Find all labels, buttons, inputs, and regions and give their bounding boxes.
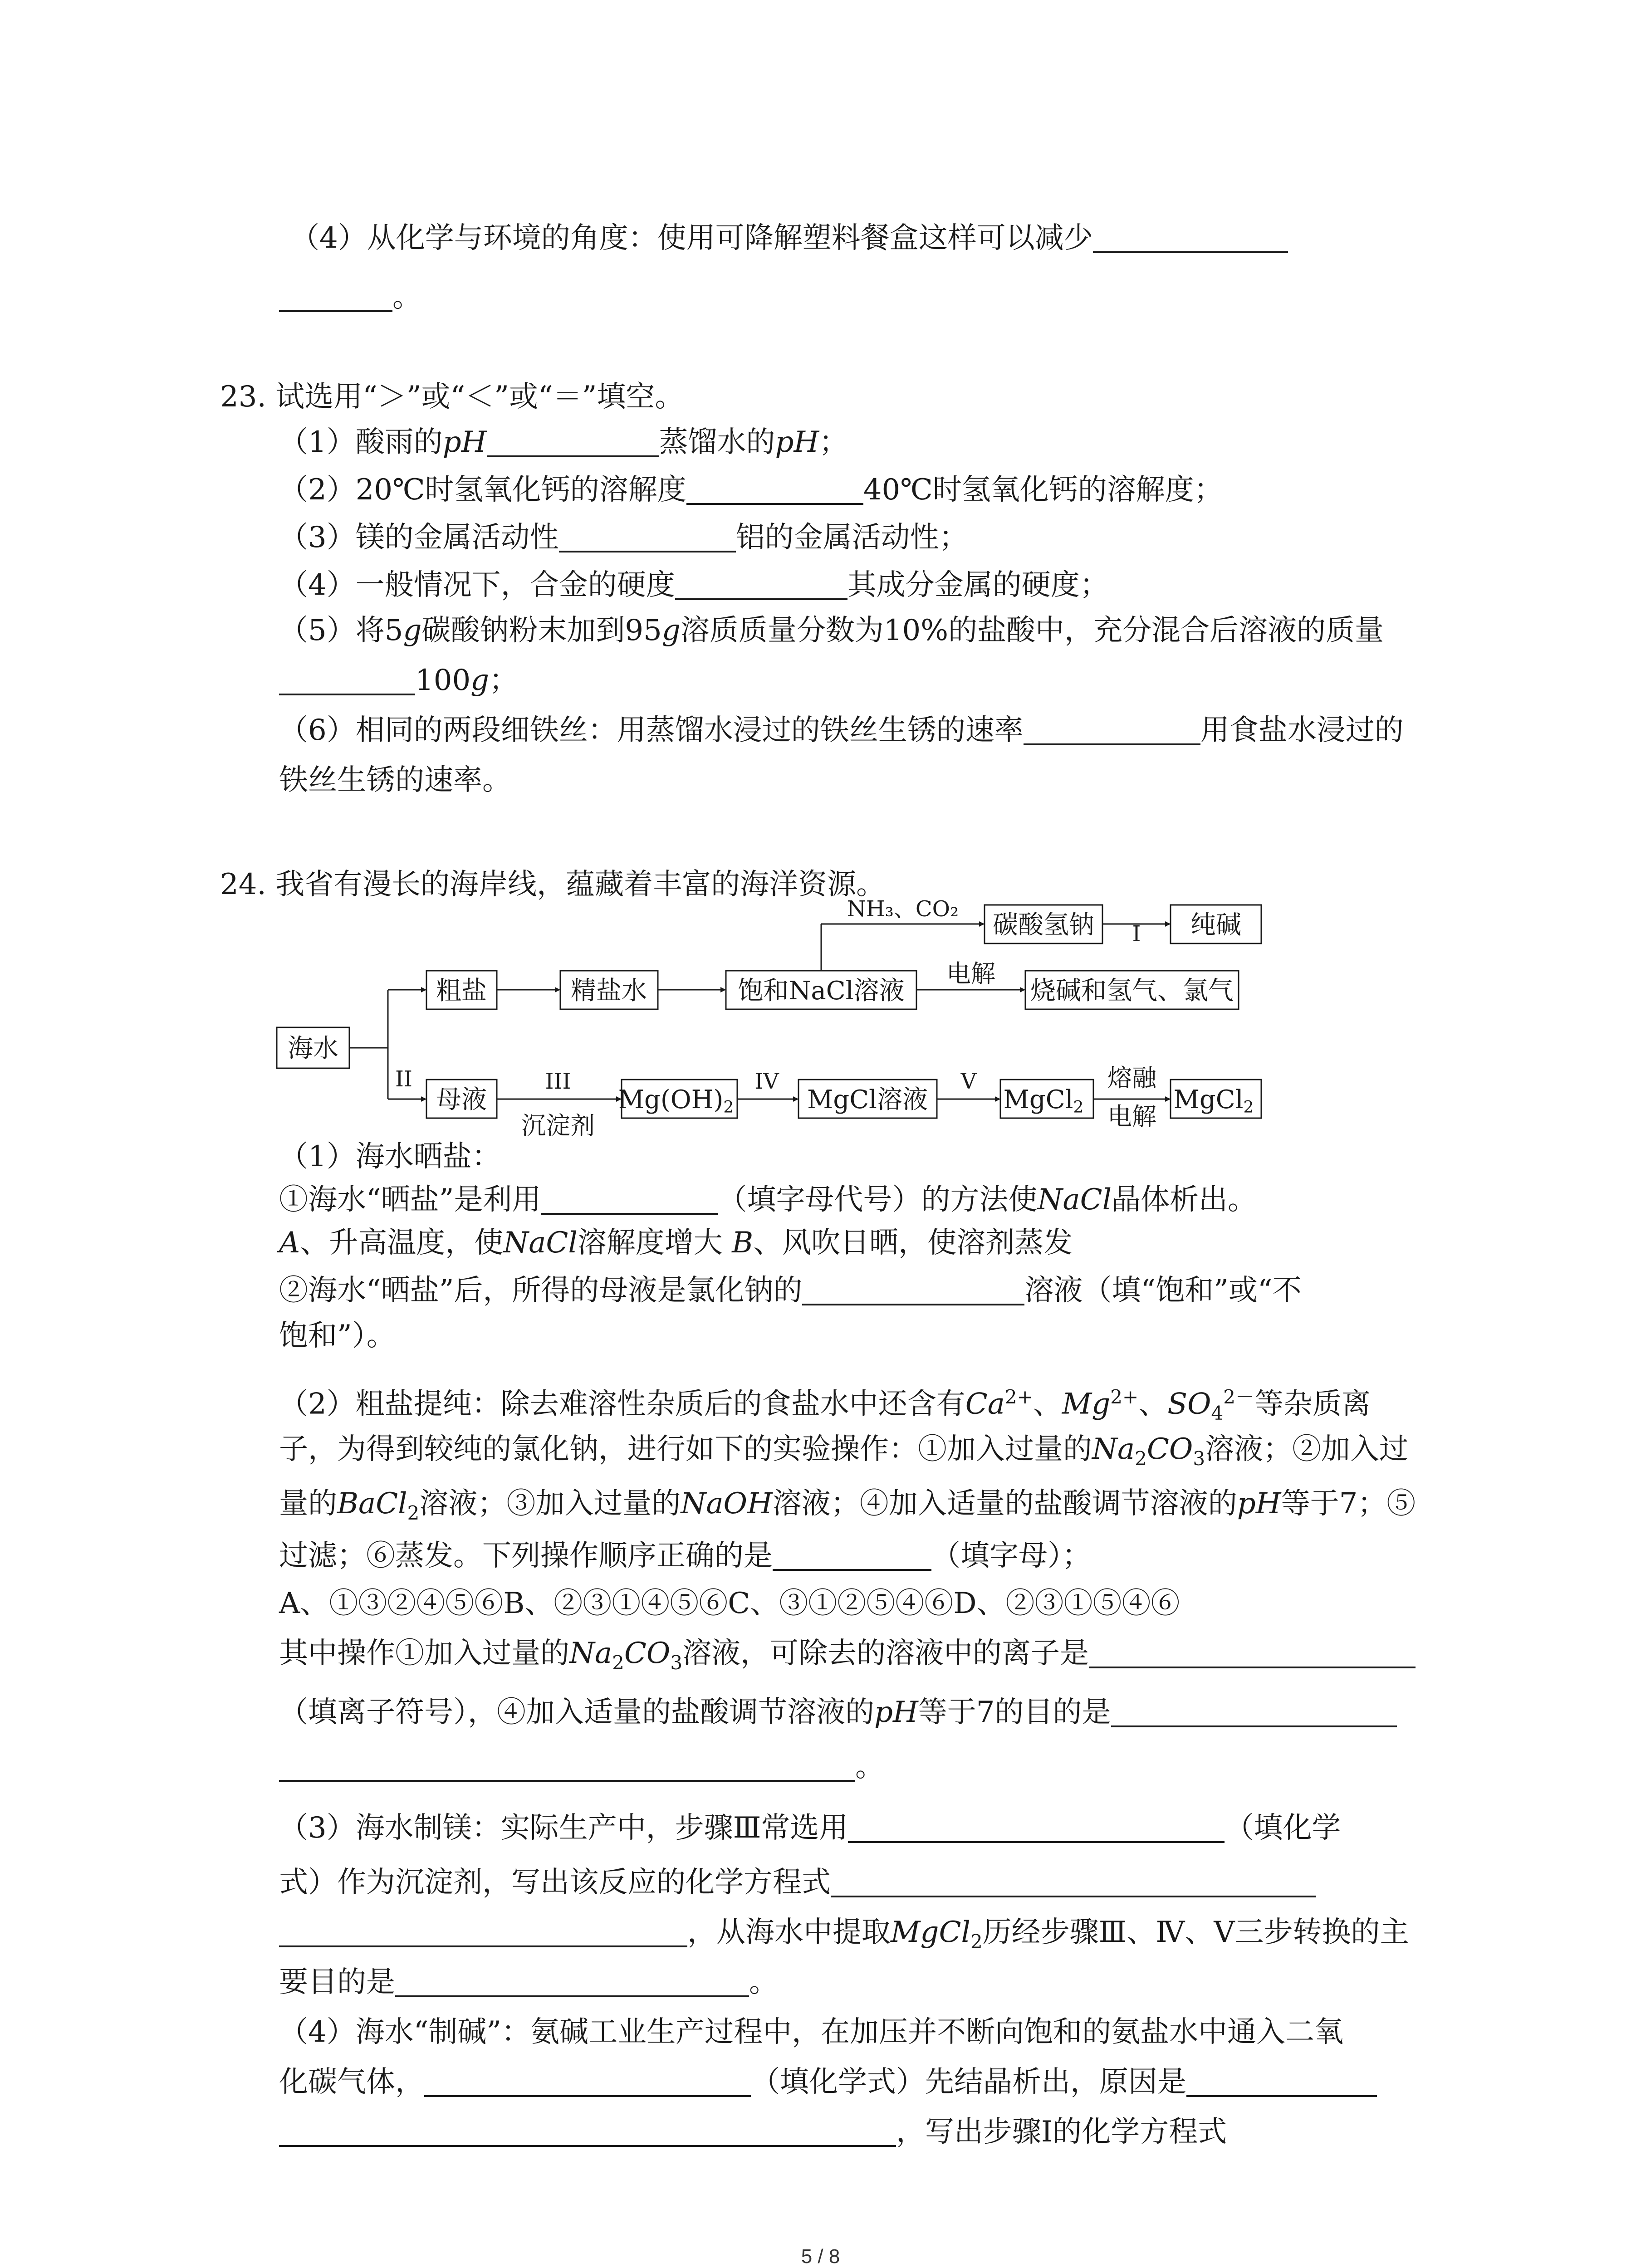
page-number: 5 / 8 [801, 2245, 840, 2268]
answer-blank[interactable] [686, 473, 863, 505]
answer-blank[interactable] [279, 280, 392, 312]
q23-item5: （5）将5g碳酸钠粉末加到95g溶质质量分数为10%的盐酸中，充分混合后溶液的质量 [279, 614, 1384, 647]
node-soda: 纯碱 [1190, 910, 1241, 940]
q23-item3: （3）镁的金属活动性 铝的金属活动性； [279, 521, 968, 554]
q23-stem: 23. 试选用“＞”或“＜”或“＝”填空。 [220, 380, 684, 414]
answer-blank[interactable] [559, 521, 736, 552]
label-molten: 熔融 [1107, 1064, 1156, 1092]
q24-part2-line7: （填离子符号），④加入适量的盐酸调节溶液的pH等于7的目的是 [279, 1692, 1397, 1733]
q24-part2-line1: （2）粗盐提纯：除去难溶性杂质后的食盐水中还含有$Ca^{2+}$、$Mg^{2+}$、$SO_4^{2-}$等杂质离 [279, 1386, 1371, 1425]
node-sat-nacl: 饱和NaCl溶液 [738, 976, 905, 1006]
label-precipitant: 沉淀剂 [521, 1111, 595, 1140]
answer-blank[interactable] [848, 1811, 1225, 1843]
answer-blank[interactable] [541, 1183, 718, 1215]
answer-blank[interactable] [279, 1750, 855, 1782]
q24-part3-line3: ，从海水中提取MgCl$_2$历经步骤Ⅲ、Ⅳ、Ⅴ三步转换的主 [279, 1912, 1409, 1962]
answer-blank[interactable] [279, 1916, 687, 1947]
answer-blank[interactable] [279, 664, 415, 695]
label-step-ii: II [395, 1066, 412, 1092]
label-electrolysis: 电解 [946, 959, 995, 988]
q24-part4-line3: ，写出步骤Ⅰ的化学方程式 [279, 2112, 1227, 2152]
q24-part2-line4: 过滤；⑥蒸发。下列操作顺序正确的是 （填字母）； [279, 1539, 1091, 1573]
node-mgoh2: Mg(OH)2 [618, 1085, 734, 1117]
node-crude-salt: 粗盐 [436, 976, 487, 1006]
q24-part1-2-line2: 饱和”）。 [279, 1319, 396, 1353]
q22-part4-line2: 。 [279, 277, 421, 318]
q23-item4: （4）一般情况下，合金的硬度 其成分金属的硬度； [279, 568, 1109, 602]
q22-part4-line: （4）从化学与环境的角度：使用可降解塑料餐盒这样可以减少 [290, 218, 1288, 259]
answer-blank[interactable] [1186, 2065, 1377, 2097]
q24-part1-head: （1）海水晒盐： [279, 1140, 501, 1173]
answer-blank[interactable] [1024, 714, 1200, 745]
q24-part1-2: ②海水“晒盐”后，所得的母液是氯化钠的 溶液（填“饱和”或“不 [279, 1274, 1302, 1307]
q24-part2-line8: 。 [279, 1746, 884, 1787]
node-mgcl2-solution: MgCl溶液 [807, 1085, 928, 1114]
q24-part3-line2: 式）作为沉淀剂，写出该反应的化学方程式 [279, 1862, 1316, 1903]
q24-stem: 24. 我省有漫长的海岸线，蕴藏着丰富的海洋资源。 [220, 868, 886, 901]
node-brine: 精盐水 [571, 976, 647, 1006]
node-seawater: 海水 [288, 1034, 338, 1063]
label-step-i: I [1132, 921, 1141, 947]
label-step-iii: III [545, 1069, 571, 1094]
q23-item1: （1）酸雨的pH 蒸馏水的pH； [279, 425, 848, 459]
q24-part4-line2: 化碳气体， （填化学式）先结晶析出，原因是 [279, 2062, 1377, 2102]
answer-blank[interactable] [675, 568, 847, 600]
q24-part2-line3: 量的BaCl$_2$溶液；③加入过量的NaOH溶液；④加入适量的盐酸调节溶液的pH等于7；⑤ [279, 1487, 1416, 1524]
node-caustic: 烧碱和氢气、氯气 [1030, 976, 1234, 1006]
answer-blank[interactable] [1093, 221, 1288, 253]
q23-item2: （2）20℃时氢氧化钙的溶解度 40℃时氢氧化钙的溶解度； [279, 473, 1223, 507]
q24-part3-line4: 要目的是 。 [279, 1965, 778, 1999]
answer-blank[interactable] [773, 1539, 931, 1571]
q24-part4-line1: （4）海水“制碱”：氨碱工业生产过程中，在加压并不断向饱和的氨盐水中通入二氧 [279, 2015, 1344, 2049]
q24-part2-line2: 子，为得到较纯的氯化钠，进行如下的实验操作：①加入过量的$Na_2CO_3$溶液；②加入过 [279, 1432, 1409, 1470]
q23-item6-line2: 铁丝生锈的速率。 [279, 763, 511, 797]
q24-part3-line1: （3）海水制镁：实际生产中，步骤Ⅲ常选用 （填化学 [279, 1811, 1341, 1845]
answer-blank[interactable] [424, 2065, 751, 2097]
answer-blank[interactable] [1111, 1696, 1397, 1727]
q24-part2-line6: 其中操作①加入过量的$Na_2CO_3$溶液，可除去的溶液中的离子是 [279, 1633, 1416, 1683]
answer-blank[interactable] [279, 2115, 896, 2147]
node-mg: MgCl2 [1173, 1085, 1254, 1117]
label-electrolysis-2: 电解 [1107, 1102, 1156, 1131]
label-step-iv: IV [754, 1069, 779, 1094]
q24-part1-options: A、升高温度，使NaCl溶解度增大 B、风吹日晒，使溶剂蒸发 [279, 1226, 1073, 1260]
node-mother-liquor: 母液 [436, 1085, 487, 1114]
q23-item5-line2: 100g； [279, 660, 518, 701]
answer-blank[interactable] [487, 425, 659, 457]
label-nh3-co2: NH₃、CO₂ [847, 896, 959, 922]
answer-blank[interactable] [802, 1274, 1024, 1305]
answer-blank[interactable] [395, 1965, 749, 1997]
q24-part2-options: A、①③②④⑤⑥B、②③①④⑤⑥C、③①②⑤④⑥D、②③①⑤④⑥ [279, 1587, 1180, 1620]
label-step-v: V [960, 1069, 977, 1094]
answer-blank[interactable] [831, 1866, 1316, 1897]
q24-part1-1: ①海水“晒盐”是利用 （填字母代号）的方法使NaCl晶体析出。 [279, 1183, 1257, 1217]
answer-blank[interactable] [1089, 1637, 1416, 1668]
node-nahco3: 碳酸氢钠 [993, 910, 1094, 940]
seawater-flow-diagram [272, 896, 1279, 1150]
q23-item6: （6）相同的两段细铁丝：用蒸馏水浸过的铁丝生锈的速率 用食盐水浸过的 [279, 714, 1404, 747]
node-mgcl2: MgCl2 [1003, 1085, 1084, 1117]
